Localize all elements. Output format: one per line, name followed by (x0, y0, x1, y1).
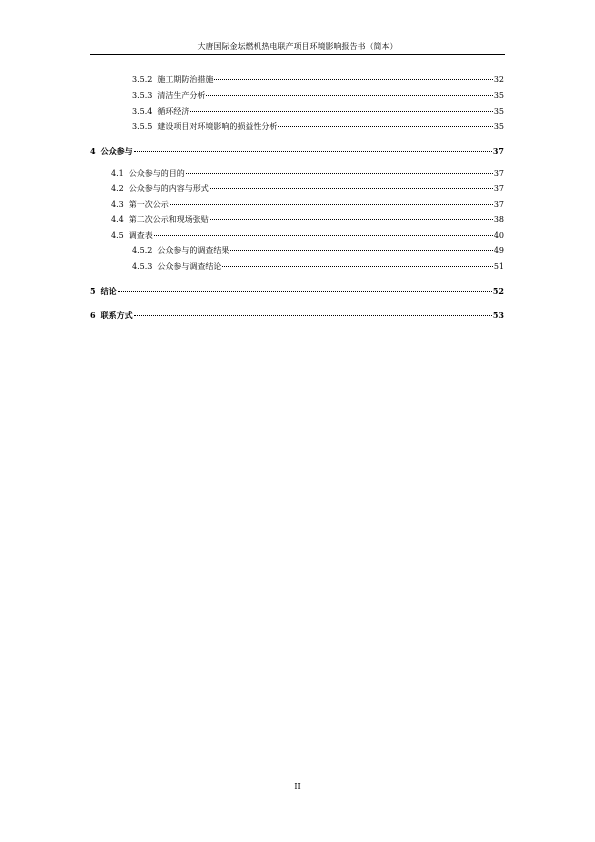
toc-entry-title: 公众参与的内容与形式 (128, 184, 209, 193)
toc-entry-page: 51 (493, 262, 504, 271)
toc-entry-title: 施工期防治措施 (157, 75, 214, 84)
toc-entry-number: 4 (90, 146, 96, 156)
toc-entry-page: 37 (493, 169, 504, 178)
toc-entry-page: 37 (493, 200, 504, 209)
toc-entry-page: 37 (493, 184, 504, 193)
toc-entry-number: 4.5.2 (132, 246, 153, 255)
toc-entry-page: 49 (493, 246, 504, 255)
toc-dot-leader (154, 235, 493, 236)
toc-entry-title: 调查表 (128, 231, 153, 240)
toc-entry-page: 52 (492, 286, 504, 296)
toc-entry-page: 35 (493, 122, 504, 131)
toc-entry-title: 公众参与的调查结果 (157, 246, 230, 255)
toc-dot-leader (118, 291, 492, 292)
toc-entry-3-5-2[interactable] (132, 75, 504, 85)
toc-entry-page: 38 (493, 215, 504, 224)
toc-entry-title: 结论 (100, 286, 117, 296)
toc-dot-leader (230, 250, 492, 251)
toc-dot-leader (278, 126, 492, 127)
toc-entry-3-5-3[interactable] (132, 91, 504, 101)
toc-entry-title: 联系方式 (100, 310, 133, 320)
toc-entry-number: 4.2 (111, 184, 124, 193)
toc-dot-leader (134, 151, 492, 152)
toc-entry-title: 第二次公示和现场张贴 (128, 215, 209, 224)
toc-entry-4-5-2[interactable] (132, 246, 504, 256)
toc-dot-leader (206, 95, 492, 96)
toc-entry-title: 公众参与的目的 (128, 169, 185, 178)
toc-entry-page: 37 (492, 146, 504, 156)
toc-entry-number: 4.1 (111, 169, 124, 178)
toc-entry-number: 4.3 (111, 200, 124, 209)
toc-dot-leader (214, 79, 492, 80)
toc-entry-chapter-6[interactable] (90, 310, 504, 320)
toc-entry-number: 3.5.2 (132, 75, 153, 84)
toc-entry-page: 53 (492, 310, 504, 320)
toc-entry-4-1[interactable] (111, 169, 504, 179)
toc-entry-number: 5 (90, 286, 96, 296)
toc-entry-page: 35 (493, 107, 504, 116)
toc-entry-number: 3.5.4 (132, 107, 153, 116)
page-number: II (294, 782, 301, 791)
toc-entry-title: 公众参与 (100, 146, 133, 156)
page-header: 大唐国际金坛燃机热电联产项目环境影响报告书（简本） (90, 40, 505, 55)
toc-dot-leader (134, 315, 492, 316)
toc-entry-number: 6 (90, 310, 96, 320)
toc-entry-4-3[interactable] (111, 200, 504, 210)
toc-dot-leader (186, 173, 493, 174)
toc-entry-page: 32 (493, 75, 504, 84)
toc-entry-page: 35 (493, 91, 504, 100)
toc-entry-4-5[interactable] (111, 231, 504, 241)
toc-entry-4-4[interactable] (111, 215, 504, 225)
toc-entry-number: 3.5.5 (132, 122, 153, 131)
toc-entry-3-5-5[interactable] (132, 122, 504, 132)
toc-entry-title: 建设项目对环境影响的损益性分析 (157, 122, 278, 131)
toc-entry-chapter-5[interactable] (90, 286, 504, 296)
toc-entry-title: 公众参与调查结论 (157, 262, 222, 271)
toc-entry-title: 清洁生产分析 (157, 91, 206, 100)
toc-entry-page: 40 (493, 231, 504, 240)
toc-entry-number: 3.5.3 (132, 91, 153, 100)
toc-dot-leader (170, 204, 493, 205)
toc-entry-chapter-4[interactable] (90, 146, 504, 156)
toc-dot-leader (210, 219, 493, 220)
toc-entry-3-5-4[interactable] (132, 107, 504, 117)
toc-entry-title: 循环经济 (157, 107, 190, 116)
toc-entry-number: 4.5.3 (132, 262, 153, 271)
toc-entry-4-2[interactable] (111, 184, 504, 194)
toc-dot-leader (210, 188, 493, 189)
toc-entry-4-5-3[interactable] (132, 262, 504, 272)
toc-entry-title: 第一次公示 (128, 200, 169, 209)
toc-entry-number: 4.4 (111, 215, 124, 224)
toc-dot-leader (222, 266, 492, 267)
toc-entry-number: 4.5 (111, 231, 124, 240)
toc-dot-leader (190, 111, 492, 112)
